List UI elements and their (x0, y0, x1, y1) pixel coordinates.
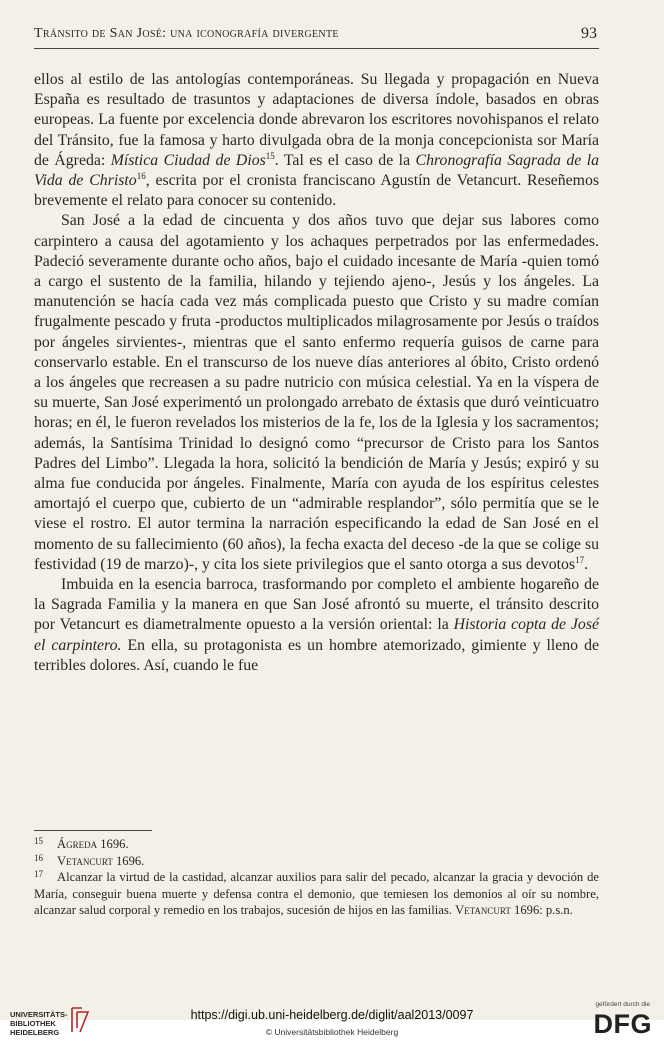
title-mistica-ciudad: Mística Ciudad de Dios (110, 151, 266, 169)
footnote-16: 16 Vetancurt 1696. (34, 852, 145, 868)
copyright-notice: © Universitätsbibliothek Heidelberg (265, 1027, 399, 1037)
running-head: Tránsito de San José: una iconografía divergente (34, 26, 339, 41)
main-text (34, 70, 599, 676)
footnotes (34, 836, 599, 919)
footnote-17: 17 Alcanzar la virtud de la castidad, alcanzar auxilios para salir del pecado, alcanzar la gracia y devoción de María, conseguir buena muerte y defensa contra el demonio, que temiesen los demonios al oír su nombre, alcanzar salud corporal y remedio en los trabajos, sucesión de hijos en las familias. Vetancurt 1696: p.s.n. (34, 869, 599, 918)
paragraph-3: Imbuida en la esencia barroca, trasformando por completo el ambiente hogareño de la Sagrada Familia y la manera en que San José afrontó su muerte, el tránsito descrito por Vetancurt es diametralmente opuesto a la versión oriental: la Historia copta de José el carpintero. En ella, su protagonista es un hombre atemorizado, gimiente y lleno de terribles dolores. Así, cuando le fue (34, 576, 600, 674)
paragraph-2: San José a la edad de cincuenta y dos años tuvo que dejar sus labores como carpintero a causa del agotamiento y los achaques perpetrados por las enfermedades. Padeció severamente durante ocho años, bajo el cuidado incesante de María -quien tomó a cargo el sustento de la familia, hilando y tejiendo ajeno-, Jesús y los ángeles. La manutención se hacía cada vez más complicada puesto que Cristo y su madre comían frugalmente pescado y fruta -productos multiplicados milagrosamente por Jesús o traídos por ángeles sirvientes-, mientras que el santo enfermo requería guisos de carne para conservarlo estable. En el transcurso de los nueve días anteriores al óbito, Cristo ordenó a los ángeles que recreasen a su padre nutricio con música celestial. Ya en la víspera de su muerte, San José experimentó un prolongado arrebato de éxtasis que duró veinticuatro horas; en él, le fueron revelados los misterios de la fe, los de la Iglesia y los sacramentos; además, la Santísima Trinidad lo designó como “precursor de Cristo para los Santos Padres del Limbo”. Llegada la hora, solicitó la bendición de María y Jesús; expiró y su alma fue conducida por ángeles. Finalmente, María con ayuda de los espíritus celestes amortajó el cuerpo que, cubierto de un “admirable resplandor”, sólo permitía que se le viese el rostro. El autor termina la narración especificando la edad de San José en el momento de su fallecimiento (60 años), la fecha exacta del deceso -de la que se colige su festividad (19 de marzo)-, y cita los siete privilegios que el santo otorga a sus devotos$^{17}$. (34, 212, 599, 573)
footnote-15: 15 Ágreda 1696. (34, 836, 129, 851)
title-historia-copta: Historia copta de José el carpintero. (34, 616, 599, 654)
footnote-ref-16: 16 (136, 171, 146, 182)
funding-note: gefördert durch die (595, 1001, 650, 1008)
title-chronografia: Chronografía Sagrada de la Vida de Christo (34, 151, 599, 190)
footnote-ref-17: 17 (575, 554, 585, 565)
dfg-logo: DFG (593, 1009, 652, 1039)
library-name: UNIVERSITÄTS- BIBLIOTHEK HEIDELBERG (10, 1010, 68, 1037)
page-header (34, 24, 599, 49)
page-number: 93 (581, 25, 597, 42)
footnote-divider (34, 830, 152, 831)
footnote-ref-15: 15 (265, 150, 275, 161)
paragraph-1: ellos al estilo de las antologías contemporáneas. Su llegada y propagación en Nueva España es resultado de trasuntos y adaptaciones de diversa índole, basados en obras europeas. La fuente por excelencia donde abrevaron los escritores novohispanos el relato del Tránsito, fue la famosa y harto divulgada obra de la monja concepcionista sor María de Ágreda: Mística Ciudad de Dios$^{15}$. Tal es el caso de la Chronografía Sagrada de la Vida de Christo$^{16}$, escrita por el cronista franciscano Agustín de Vetancurt. Reseñemos brevemente el relato para conocer su contenido. (34, 71, 599, 210)
permalink-url[interactable]: https://digi.ub.uni-heidelberg.de/diglit/aal2013/0097 (190, 1008, 474, 1022)
